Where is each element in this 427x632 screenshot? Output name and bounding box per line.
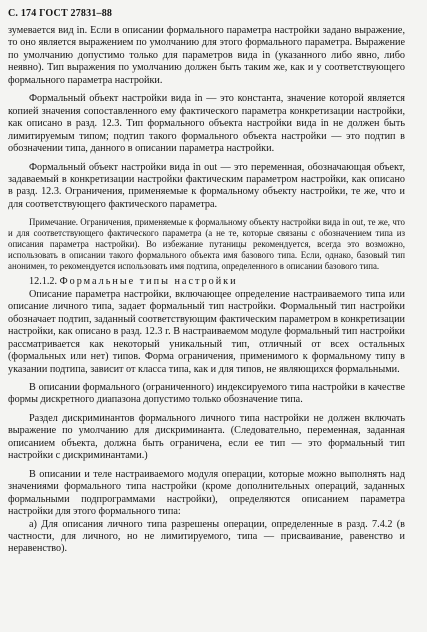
paragraph-formal-types: Описание параметра настройки, включающее определение настраиваемого типа или описание личного типа, задает формальный тип настройки. Формальный тип настройки обозначает подтип, заданный соответствующим фактическим параметром в конкретизации настройки, как описано в разд. 12.3 г. В настраиваемом модуле формальный тип настройки рассматривается как некоторый уникальный тип, отличный от всех остальных (формальных или нет) типов. Форма ограничения, применимого к формальному типу в указании подтипа, зависит от класса типа, как и для типов, не являющихся формальными. [8,288,405,375]
section-heading [8,276,405,288]
paragraph-operations: В описании и теле настраиваемого модуля операции, которые можно выполнять над значениями формального типа настройки (кроме дополнительных операций, заданных формальными подпрограммами настройки), определяются описанием параметра настройки для этого формального типа: [8,468,405,518]
paragraph-discriminants: Раздел дискриминантов формального личного типа настройки не должен включать выражение по умолчанию для дискриминанта. (Следовательно, переменная, заданная описанием объекта, должна быть ограничена, если ее тип — это формальный тип настройки с дискриминантами.) [8,412,405,462]
paragraph-list-item-a: а) Для описания личного типа разрешены операции, определенные в разд. 7.4.2 (в частности, для личного, но не лимитируемого, типа — присваивание, равенство и неравенство). [8,518,405,555]
section-number: 12.1.2. [29,276,58,288]
section-title: Формальные типы настройки [59,276,238,288]
paragraph-in-object: Формальный объект настройки вида in — это константа, значение которой является копией значения сопоставленного ему фактического параметра конкретизации настройки, как описано в разд. 12.3. Тип формального объекта настройки вида in не должен быть лимитируемым типом; подтип такого формального объекта настройки — это подтип в обозначении типа, данного в описании параметра настройки. [8,93,405,155]
page-header: С. 174 ГОСТ 27831–88 [8,8,113,19]
paragraph-continuation: зумевается вид in. Если в описании формального параметра настройки задано выражение, то оно является выражением по умолчанию для этого формального параметра. Выражение по умолчанию допустимо только для параметров вида in (указанного либо явно, либо неявно). Тип выражения по умолчанию должен быть таким же, как и у соответствующего формального параметра настройки. [8,25,405,86]
paragraph-array-type: В описании формального (ограниченного) индексируемого типа настройки в качестве формы дискретного диапазона допустимо только обозначение типа. [8,381,405,406]
note-paragraph: Примечание. Ограничения, применяемые к формальному объекту настройки вида in out, те же, что и для соответствующего фактического параметра (а не те, которые связаны с обозначением типа из описания параметра настройки). Во избежание путаницы рекомендуется, всегда это возможно, использовать в описании такого формального объекта имя базового типа. Если, однако, базовый тип анонимен, то рекомендуется использовать имя подтипа, определенного в описании базового типа. [8,217,405,272]
paragraph-in-out-object: Формальный объект настройки вида in out — это переменная, обозначающая объект, задаваемый в конкретизации настройки фактическим параметром настройки, как описано в разд. 12.3. Ограничения, применяемые к формальному объекту настройки, те же, что и для соответствующего фактического параметра. [8,161,405,210]
document-body [8,25,405,556]
